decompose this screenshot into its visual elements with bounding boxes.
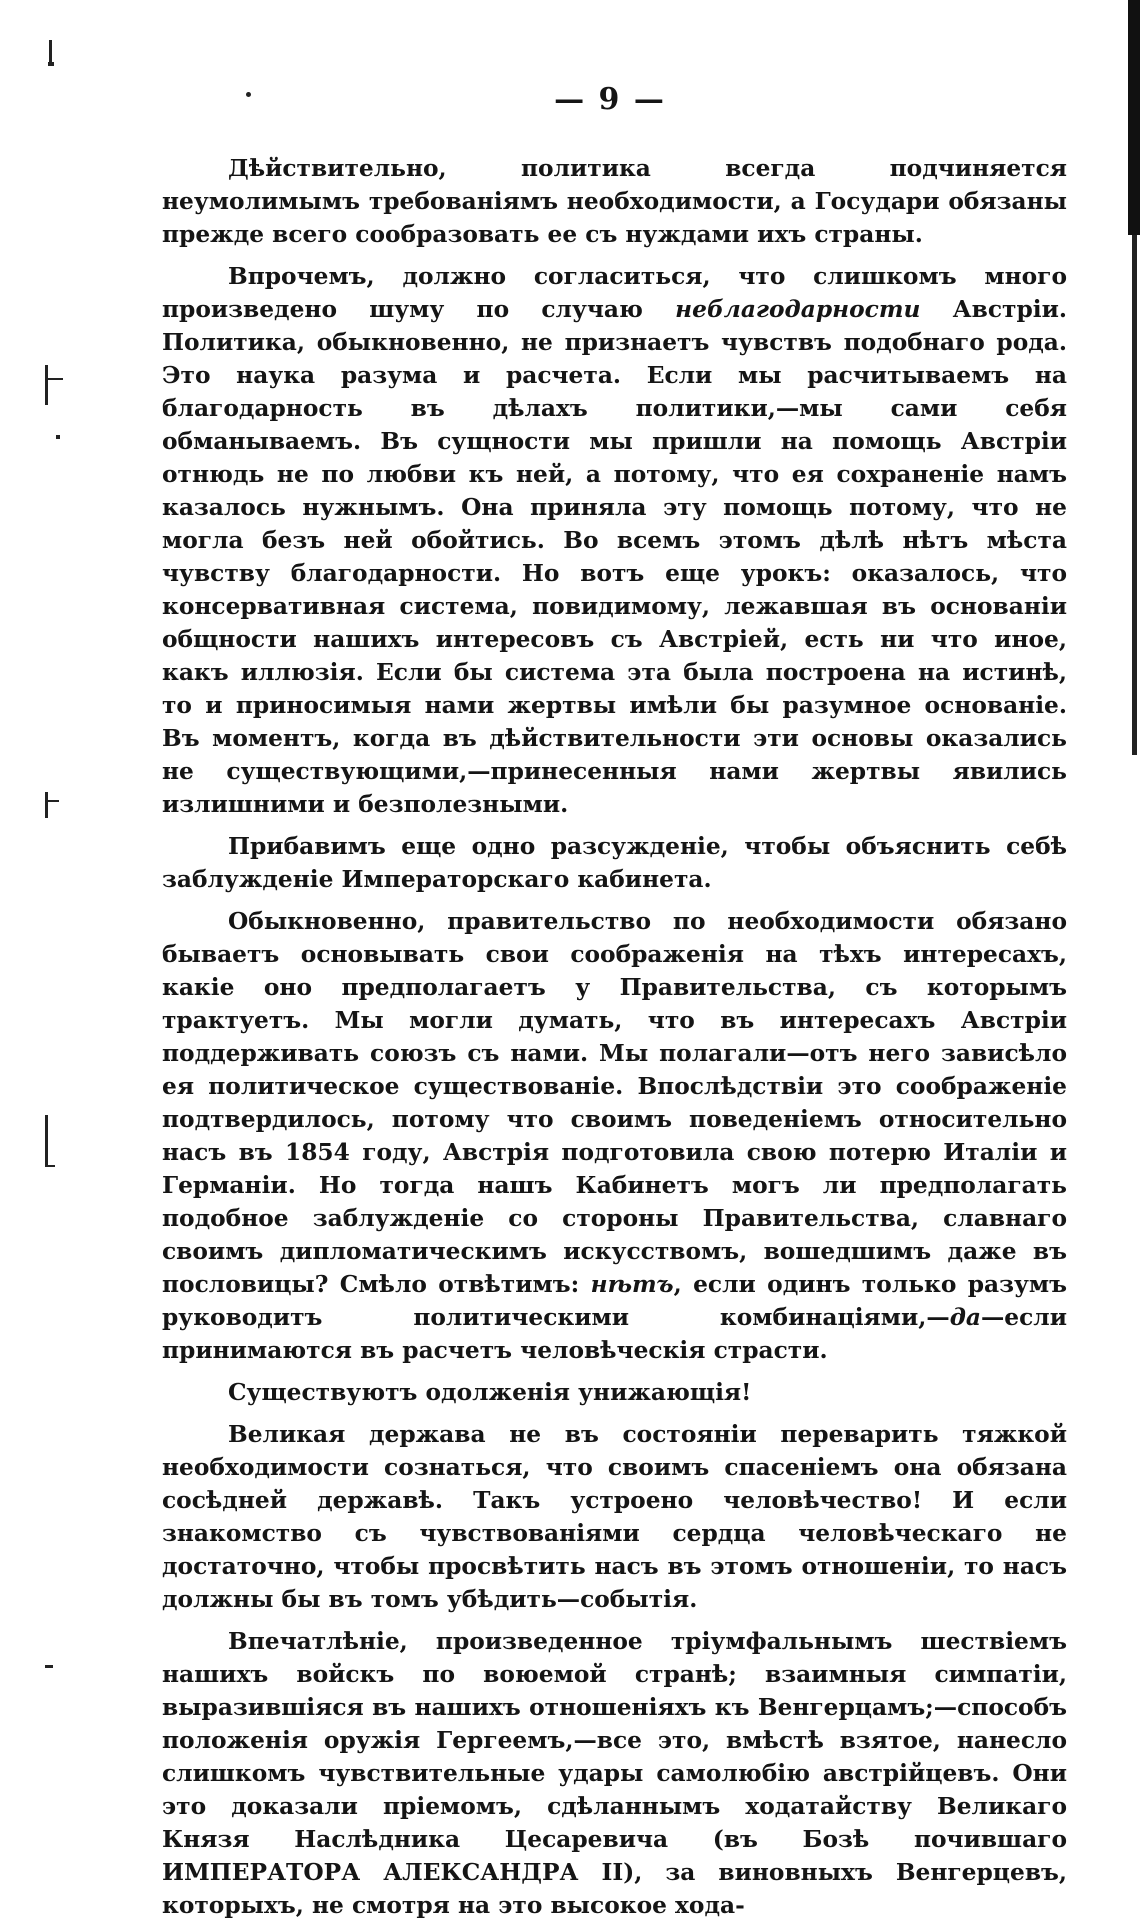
paragraph-5 xyxy=(162,1376,1067,1409)
paragraph-2 xyxy=(162,260,1067,821)
page-number: — 9 — xyxy=(554,82,666,117)
paragraph-text: —если принимаются въ расчетъ человѣческiя страсти. xyxy=(162,1304,1067,1364)
scan-artifact xyxy=(45,365,48,405)
paragraph-7 xyxy=(162,1625,1067,1922)
emphasis-text: неблагодарности xyxy=(675,296,921,323)
paragraph-text: Обыкновенно, правительство по необходимости обязано бываетъ основывать свои соображенiя на тѣхъ интересахъ, какiе оно предполагаетъ у Правительства, съ которымъ трактуетъ. Мы могли думать, что въ интересахъ Австрiи поддерживать союзъ съ нами. Мы полагали—отъ него зависѣло ея политическое существованiе. Впослѣдствiи это соображенiе подтвердилось, потому что своимъ поведенiемъ относительно насъ въ 1854 году, Австрiя подготовила свою потерю Италiи и Германiи. Но тогда нашъ Кабинетъ могъ ли предполагать подобное заблужденiе со стороны Правительства, славнаго своимъ дипломатическимъ искусствомъ, вошедшимъ даже въ пословицы? Смѣло отвѣтимъ: xyxy=(162,908,1067,1298)
page-body xyxy=(162,152,1067,1922)
paragraph-text: Впрочемъ, должно согласиться, что слишкомъ много произведено шуму по случаю xyxy=(162,263,1067,323)
scan-edge-line xyxy=(1132,235,1137,755)
scan-artifact xyxy=(45,1165,55,1167)
scan-artifact xyxy=(45,1115,48,1165)
scan-artifact xyxy=(45,378,63,380)
paragraph-3 xyxy=(162,830,1067,896)
paragraph-text: Австрiи. Политика, обыкновенно, не признаетъ чувствъ подобнаго рода. Это наука разума и расчета. Если мы расчитываемъ на благодарность въ дѣлахъ политики,—мы сами себя обманываемъ. Въ сущности мы пришли на помощь Австрiи отнюдь не по любви къ ней, а потому, что ея сохраненiе намъ казалось нужнымъ. Она приняла эту помощь потому, что не могла безъ ней обойтись. Во всемъ этомъ дѣлѣ нѣтъ мѣста чувству благодарности. Но вотъ еще урокъ: оказалось, что консервативная система, повидимому, лежавшая въ основанiи общности нашихъ интересовъ съ Австрiей, есть ни что иное, какъ иллюзiя. Если бы система эта была построена на истинѣ, то и приносимыя нами жертвы имѣли бы разумное основанiе. Въ моментъ, когда въ дѣйствительности эти основы оказались не существующими,—принесенныя нами жертвы явились излишними и безполезными. xyxy=(162,296,1067,818)
paragraph-text: , если одинъ только разумъ руководитъ политическими комбинацiями,— xyxy=(162,1271,1067,1331)
scan-artifact xyxy=(45,800,59,802)
scan-artifact xyxy=(48,62,54,66)
paragraph-text: Впечатлѣнiе, произведенное трiумфальнымъ шествiемъ нашихъ войскъ по воюемой странѣ; взаимныя симпатiи, выразившiяся въ нашихъ отношенiяхъ къ Венгерцамъ;—способъ положенiя оружiя Гергеемъ,—все это, вмѣстѣ взятое, нанесло слишкомъ чувствительные удары самолюбiю австрiйцевъ. Они это доказали прiемомъ, сдѣланнымъ ходатайству Великаго Князя Наслѣдника Цесаревича (въ Бозѣ почившаго ИМПЕРАТОРА АЛЕКСАНДРА II), за виновныхъ Венгерцевъ, которыхъ, не смотря на это высокое хода- xyxy=(162,1628,1067,1919)
paragraph-text: Великая держава не въ состоянiи переварить тяжкой необходимости сознаться, что своимъ спасенiемъ она обязана сосѣдней державѣ. Такъ устроено человѣчество! И если знакомство съ чувствованiями сердца человѣческаго не достаточно, чтобы просвѣтить насъ въ этомъ отношенiи, то насъ должны бы въ томъ убѣдить—событiя. xyxy=(162,1421,1067,1613)
paragraph-text: Существуютъ одолженiя унижающiя! xyxy=(228,1379,752,1406)
scan-artifact xyxy=(45,792,48,818)
scan-edge-bar xyxy=(1128,0,1140,235)
paragraph-text: Прибавимъ еще одно разсужденiе, чтобы объяснить себѣ заблужденiе Императорскаго кабинета. xyxy=(162,833,1067,893)
emphasis-text: да xyxy=(949,1304,981,1331)
scan-artifact xyxy=(49,40,52,62)
paragraph-4 xyxy=(162,905,1067,1367)
emphasis-text: нѣтъ xyxy=(590,1271,674,1298)
ink-dot xyxy=(246,92,251,97)
paragraph-6 xyxy=(162,1418,1067,1616)
scan-artifact xyxy=(56,435,60,439)
scan-artifact xyxy=(45,1665,53,1668)
paragraph-1 xyxy=(162,152,1067,251)
paragraph-text: Дѣйствительно, политика всегда подчиняется неумолимымъ требованiямъ необходимости, а Государи обязаны прежде всего сообразовать ее съ нуждами ихъ страны. xyxy=(162,155,1067,248)
